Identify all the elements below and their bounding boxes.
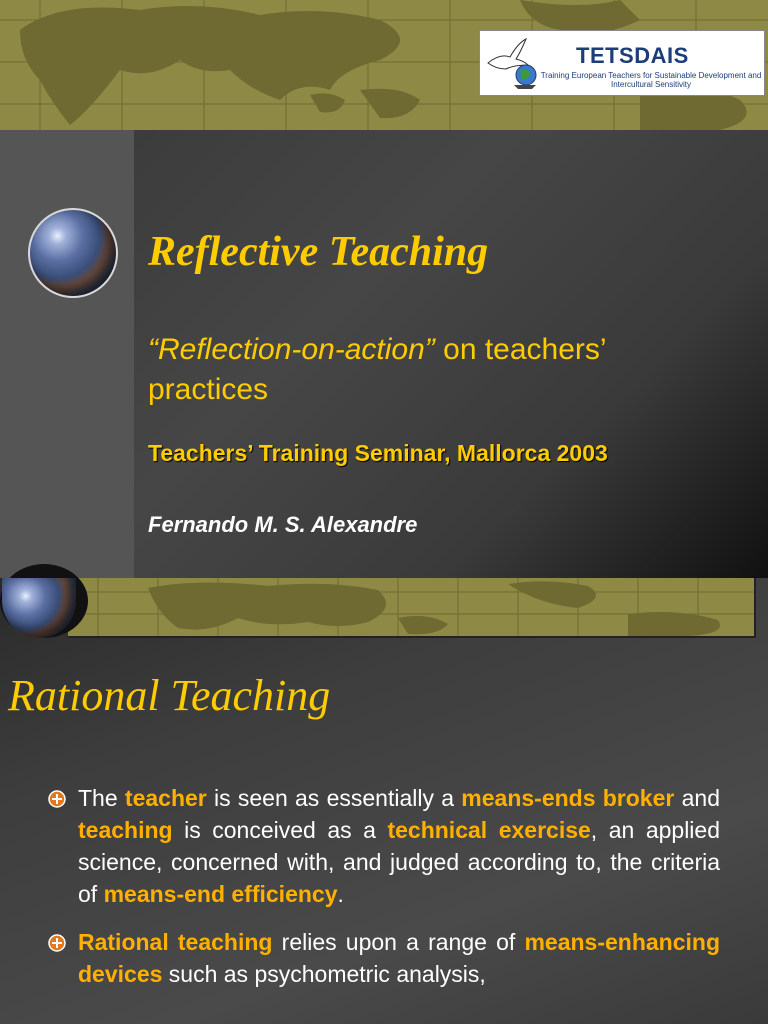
slide-title: Reflective Teaching xyxy=(148,229,489,275)
world-map-band xyxy=(0,0,768,130)
seminar-line: Teachers’ Training Seminar, Mallorca 2003 xyxy=(148,440,608,466)
left-column xyxy=(0,130,134,578)
highlight: teacher xyxy=(124,785,207,811)
highlight: means-enhancing devices xyxy=(78,929,720,987)
list-item xyxy=(48,926,720,990)
logo-name: TETSDAIS xyxy=(576,43,689,68)
highlight: means-ends broker xyxy=(461,785,675,811)
subtitle-quote: “Reflection-on-action” xyxy=(148,333,435,366)
text: is seen as essentially a xyxy=(206,785,462,811)
text: , an applied science, concerned with, and judged according to, the criteria of xyxy=(78,817,720,907)
logo-tagline: Training European Teachers for Sustainable Development and Intercultural Sensitivity xyxy=(540,71,762,89)
bullet-list xyxy=(48,782,720,1006)
highlight: teaching xyxy=(78,817,173,843)
world-map-icon xyxy=(68,578,754,636)
list-item xyxy=(48,782,720,910)
bullet-icon xyxy=(48,934,66,952)
author-name: Fernando M. S. Alexandre xyxy=(148,512,418,537)
text: is conceived as a xyxy=(172,817,388,843)
highlight: technical exercise xyxy=(387,817,591,843)
tetsdais-logo xyxy=(479,30,765,96)
subtitle-rest: on teachers’ practices xyxy=(148,333,606,406)
highlight: means-end efficiency xyxy=(103,881,338,907)
text: such as psychometric analysis, xyxy=(162,961,486,987)
bullet-icon xyxy=(48,790,66,808)
slide-subtitle xyxy=(148,330,728,410)
text: The xyxy=(78,785,125,811)
text: relies upon a range of xyxy=(272,929,525,955)
bird-globe-logo-icon xyxy=(484,35,540,91)
globe-icon xyxy=(28,208,118,298)
slide-title: Rational Teaching xyxy=(8,671,331,720)
slide-rational-teaching xyxy=(0,578,768,1024)
text: and xyxy=(674,785,720,811)
text: . xyxy=(337,881,344,907)
world-map-band xyxy=(68,578,756,638)
highlight: Rational teaching xyxy=(78,929,273,955)
